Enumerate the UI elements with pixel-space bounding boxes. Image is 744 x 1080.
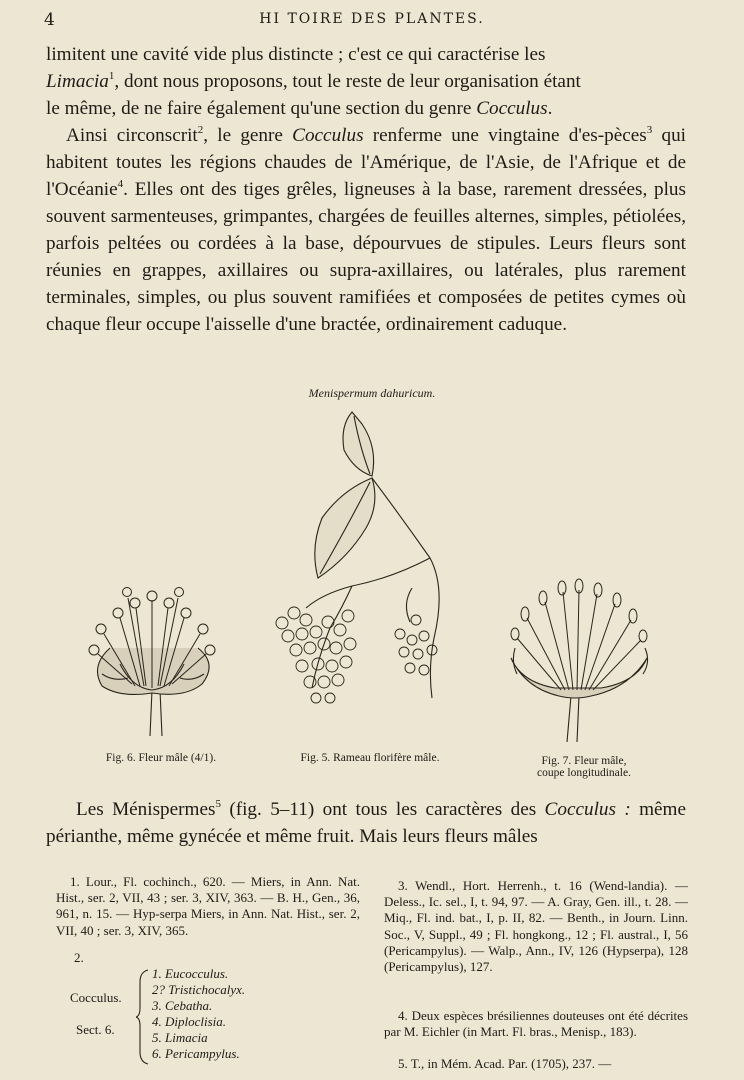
figure-5-caption: Fig. 5. Rameau florifère mâle. (300, 752, 440, 764)
figure-7-caption-line-1: Fig. 7. Fleur mâle, (541, 755, 627, 767)
footnote-5: 5. T., in Mém. Acad. Par. (1705), 237. — (398, 1056, 612, 1071)
paragraph-1-line-2 (46, 68, 686, 95)
page-number: 4 (44, 10, 55, 30)
paragraph-1-line-3 (46, 95, 686, 122)
tree-item-6: 6. Pericampylus. (152, 1046, 240, 1061)
figure-5-flowering-branch (262, 408, 472, 718)
limacia-term: Limacia (46, 71, 109, 92)
footnote-2-marker: 2. (74, 950, 84, 965)
page-header (0, 10, 744, 34)
running-title: HI TOIRE DES PLANTES. (259, 11, 485, 27)
paragraph-1-line-3-text: le même, de ne faire également qu'une section du genre (46, 98, 477, 119)
paragraph-3-text-b: (fig. 5–11) ont tous les caractères des (220, 799, 545, 820)
paragraph-3 (46, 796, 686, 850)
figure-7-caption-line-2: coupe longitudinale. (537, 767, 631, 779)
figure-7-flower-section (505, 578, 655, 746)
paragraph-2-text-b: , le genre (203, 125, 293, 146)
footnote-4: 4. Deux espèces brésiliennes douteuses ont été décrites par M. Eichler (in Mart. Fl. bras., Menisp., 183). (384, 1008, 688, 1040)
cocculus-term-2: Cocculus (292, 125, 364, 146)
cocculus-sections-tree (70, 966, 300, 1066)
footnote-ref-4: 4 (117, 178, 124, 190)
footnote-ref-2: 2 (197, 124, 204, 136)
paragraph-3-text-c: même périanthe, même gynécée et même fruit. Mais leurs fleurs mâles (46, 799, 686, 847)
figure-species-caption: Menispermum dahuricum. (308, 386, 436, 400)
paragraph-2-text-e: . Elles ont des tiges grêles, ligneuses à la base, rarement dressées, plus souvent sarmenteuses, grimpantes, chargées de feuilles alternes, simples, pétiolées, parfois peltées ou cordées à la base, dépourvues de stipules. Leurs fleurs sont réunies en grappes, axillaires ou supra-axillaires, ou latérales, plus rarement terminales, simples, ou plus souvent ramifiées et composées de petites cymes où chaque fleur occupe l'aisselle d'une bractée, ordinairement caduque. (46, 179, 686, 335)
figure-6-male-flower (80, 578, 225, 738)
tree-genus-label: Cocculus. (70, 990, 122, 1005)
footnote-3: 3. Wendl., Hort. Herrenh., t. 16 (Wend-landia). — Deless., Ic. sel., I, t. 94, 97. — A. Gray, Gen. ill., t. 28. — Miq., Fl. ind. bat., I, p. II, 82. — Benth., in Journ. Linn. Soc., V, Suppl., 49 ; Fl. hongkong., 12 ; Fl. austral., I, 56 (Pericampylus). — Walp., Ann., IV, 126 (Hypserpa), 128 (Pericampylus), 127. (384, 878, 688, 975)
paragraph-2-text-c: renferme une vingtaine d'es-pèces (363, 125, 647, 146)
tree-item-3: 3. Cebatha. (152, 998, 213, 1013)
footnote-ref-3: 3 (646, 124, 653, 136)
tree-item-4: 4. Diploclisia. (152, 1014, 227, 1029)
brace-icon (136, 968, 150, 1066)
figure-7-caption (520, 755, 648, 779)
footnote-1: 1. Lour., Fl. cochinch., 620. — Miers, in Ann. Nat. Hist., ser. 2, VII, 43 ; ser. 3, XIV, 363. — B. H., Gen., 36, 961, n. 15. — Hyp-serpa Miers, in Ann. Nat. Hist., ser. 2, VII, 40 ; ser. 3, XIV, 365. (56, 874, 360, 938)
paragraph-2-text-d: qui habitent toutes les régions chaudes de l'Amérique, de l'Asie, de l'Afrique et de l'Océanie (46, 125, 686, 200)
cocculus-term: Cocculus (476, 98, 548, 119)
paragraph-1-line-3-end: . (547, 98, 553, 119)
footnote-ref-5: 5 (215, 798, 221, 810)
paragraph-1-line-2-text: , dont nous proposons, tout le reste de leur organisation étant (114, 71, 581, 92)
tree-section-label: Sect. 6. (76, 1022, 115, 1037)
tree-item-1: 1. Eucocculus. (152, 966, 229, 981)
paragraph-2-start: Ainsi circonscrit (66, 125, 198, 146)
paragraph-3-start: Les Ménispermes (76, 799, 216, 820)
paragraph-1 (46, 41, 686, 122)
paragraph-2 (46, 122, 686, 338)
footnote-ref-1: 1 (108, 70, 115, 82)
tree-item-5: 5. Limacia (152, 1030, 208, 1045)
tree-item-2: 2? Tristichocalyx. (152, 982, 246, 997)
figure-6-caption: Fig. 6. Fleur mâle (4/1). (105, 752, 217, 764)
paragraph-1-line-1: limitent une cavité vide plus distincte ; c'est ce qui caractérise les (46, 44, 546, 65)
cocculus-term-3: Cocculus : (544, 799, 631, 820)
